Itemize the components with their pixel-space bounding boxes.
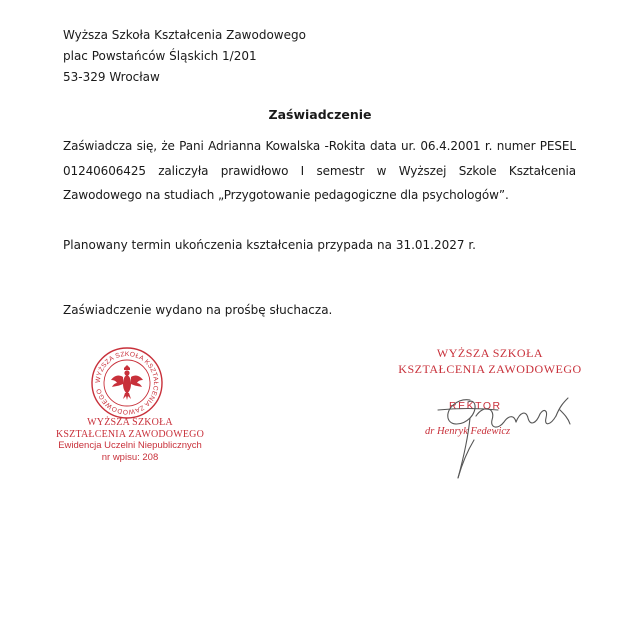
address-line-street: plac Powstańców Śląskich 1/201 (63, 49, 257, 63)
rector-name: dr Henryk Fedewicz (425, 426, 511, 437)
seal-ring-text: WYŻSZA SZKOŁA KSZTAŁCENIA ZAWODOWEGO (94, 350, 160, 416)
address-line-city: 53-329 Wrocław (63, 70, 160, 84)
document-title: Zaświadczenie (268, 107, 372, 122)
address-line-institution: Wyższa Szkoła Kształcenia Zawodowego (63, 28, 306, 42)
issued-note: Zaświadczenie wydano na prośbę słuchacza. (63, 303, 333, 317)
certificate-body: Zaświadcza się, że Pani Adrianna Kowalska -Rokita data ur. 06.4.2001 r. numer PESEL 01240606425 zaliczyła prawidłowo I semestr w Wyższej Szkole Kształcenia Zawodowego na studiach „Przygotowanie pedagogiczne dla psychologów”. (63, 139, 576, 202)
completion-note: Planowany termin ukończenia kształcenia przypada na 31.01.2027 r. (63, 238, 476, 252)
seal-line-registry-number: nr wpisu: 208 (101, 451, 159, 463)
seal-line-school: WYŻSZA SZKOŁA (87, 417, 173, 428)
seal-text-block (40, 417, 220, 463)
handwritten-signature-icon (418, 388, 588, 483)
stamp-line-school-name: KSZTAŁCENIA ZAWODOWEGO (398, 362, 582, 376)
stamp-line-school: WYŻSZA SZKOŁA (436, 346, 544, 360)
eagle-emblem-icon (111, 365, 143, 400)
seal-line-school-name: KSZTAŁCENIA ZAWODOWEGO (55, 428, 205, 440)
round-seal-icon (90, 346, 164, 420)
institution-stamp (395, 345, 585, 377)
seal-line-registry: Ewidencja Uczelni Niepublicznych (58, 440, 202, 451)
sender-address (63, 25, 306, 88)
rector-title: REKTOR (449, 400, 502, 412)
